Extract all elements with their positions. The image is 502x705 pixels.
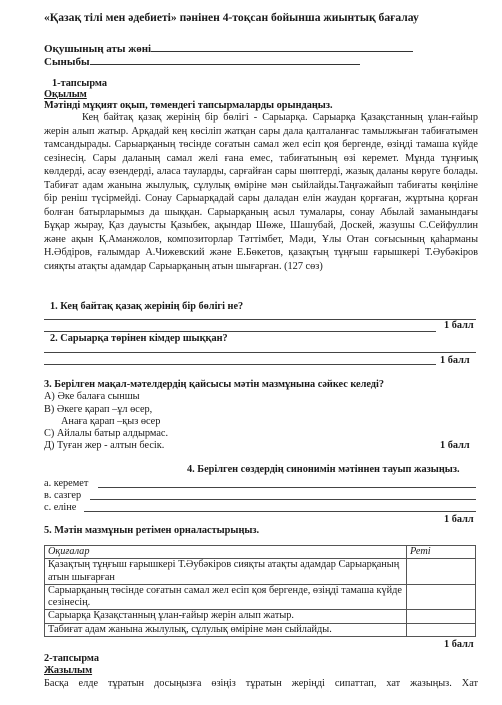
task1-subheading: Оқылым: [44, 89, 87, 100]
q3-option-d[interactable]: Д) Туған жер - алтын бесік.: [44, 440, 165, 451]
order-table-header: [45, 546, 476, 559]
class-label: Сыныбы: [44, 56, 90, 68]
student-name-field[interactable]: [151, 40, 413, 52]
event-cell: Қазақтың тұңғыш ғарышкері Т.Әубәкіров сияқты атақты адамдар Сарыарқаның атын шығарған: [45, 559, 407, 585]
order-input-cell[interactable]: [407, 559, 476, 585]
table-row: [45, 610, 476, 623]
student-name-label: Оқушының аты жөні: [44, 43, 152, 55]
q4-answer-c[interactable]: [84, 511, 476, 512]
class-row: [44, 53, 360, 69]
class-field[interactable]: [90, 53, 360, 65]
event-cell: Сарыарқа Қазақстанның ұлан-ғайыр жерін алып жатыр.: [45, 610, 407, 623]
q1-answer-line-1[interactable]: [44, 319, 476, 320]
order-input-cell[interactable]: [407, 610, 476, 623]
q4-answer-b[interactable]: [90, 499, 476, 500]
q4-item-b: в. сазгер: [44, 490, 82, 501]
question-1: 1. Кең байтақ қазақ жерінің бір бөлігі не?: [50, 301, 244, 312]
task2-heading: 2-тапсырма: [44, 653, 99, 664]
q3-score: 1 балл: [440, 440, 470, 451]
event-cell: Табиғат адам жанына жылулық, сұлулық өміріне мән сыйлайды.: [45, 623, 407, 636]
reading-passage: Кең байтақ қазақ жерінің бір бөлігі - Сарыарқа. Сарыарқа Қазақстанның ұлан-ғайыр жерін алып жатыр. Арқадай кең көсіліп жатқан сары дала қалталанғас тамылжыған табиғатымен тамсандырады. Сарыарқаның төсінде соғатын самал жел есіп қоя бергенде, өзіңді тамаша күйде сезінесің. Сары даланың самал желі ғана емес, табиғатының өзі керемет. Мұнда тұңғиық көлдерді, асау өзендерді, аласа тауларды, сарғайған сары шөптерді, жазық даланы көруге болады. Табиғат адам жанына жылулық, сұлулық өміріне мән сыйлайды.Таңғажайып табиғаты көңіліне бір реніш түсірмейді. Сонау Сарыарқадай сары даладан елін жаудан қорғаған, жұртына қорған болған батырларымыз да шыққан. Сарыарқаның асыл тумалары, сонау Абылай заманындағы Бұқар жырау, Қаз дауысты Қазыбек, ақындар Шөже, Шашубай, Доскей, жазушы С.Сейфуллин және ақын Қ.Аманжолов, композиторлар Тәттімбет, Мәди, Ұлы Отан соғысының қаһарманы Н.Әбдіров, ғалымдар А.Чижевский және Е.Бөкетов, қазақтың тұңғыш ғарышкері Т.Әубәкіров сияқты атақты адамдар Сарыарқаның атын шығарған. (127 сөз): [44, 112, 478, 272]
question-4: 4. Берілген сөздердің синонимін мәтіннен тауып жазыңыз.: [187, 464, 460, 475]
task2-text: Басқа елде тұратын досыңызға өзіңіз тұратын жеріңді сипаттап, хат жазыңыз. Хат: [44, 678, 478, 689]
q3-option-c[interactable]: С) Айлалы батыр алдырмас.: [44, 428, 169, 439]
event-cell: Сарыарқаның төсінде соғатын самал жел есіп қоя бергенде, өзіңді тамаша күйде сезінесің.: [45, 584, 407, 610]
q3-option-b[interactable]: В) Әкеге қарап –ұл өсер,: [44, 404, 153, 415]
order-header: Реті: [407, 546, 476, 559]
q4-answer-a[interactable]: [98, 487, 476, 488]
q2-answer-line-1[interactable]: [44, 352, 476, 353]
task1-heading: 1-тапсырма: [52, 78, 107, 89]
order-input-cell[interactable]: [407, 623, 476, 636]
table-row: [45, 559, 476, 585]
page-title: «Қазақ тілі мен әдебиеті» пәнінен 4-тоқсан бойынша жиынтық бағалау: [44, 11, 419, 24]
question-5: 5. Мәтін мазмұнын ретімен орналастырыңыз.: [44, 525, 260, 536]
table-row: [45, 584, 476, 610]
q4-item-c: с. еліне: [44, 502, 77, 513]
events-header: Оқиғалар: [45, 546, 407, 559]
task2-subheading: Жазылым: [44, 665, 93, 676]
q4-score: 1 балл: [444, 514, 474, 525]
q4-item-a: а. керемет: [44, 478, 89, 489]
q2-score: 1 балл: [440, 355, 470, 366]
q3-option-b-cont: Анаға қарап –қыз өсер: [61, 416, 161, 427]
question-2: 2. Сарыарқа төрінен кімдер шыққан?: [50, 333, 228, 344]
q2-answer-line-2[interactable]: [44, 364, 436, 365]
table-row: [45, 623, 476, 636]
order-table: [44, 545, 476, 637]
task1-instruction: Мәтінді мұқият оқып, төмендегі тапсырмаларды орындаңыз.: [44, 100, 333, 111]
q5-score: 1 балл: [444, 639, 474, 650]
order-input-cell[interactable]: [407, 584, 476, 610]
q1-score: 1 балл: [444, 320, 474, 331]
q3-option-a[interactable]: А) Әке балаға сыншы: [44, 391, 140, 402]
question-3: 3. Берілген мақал-мәтелдердің қайсысы мәтін мазмұнына сәйкес келеді?: [44, 379, 385, 390]
